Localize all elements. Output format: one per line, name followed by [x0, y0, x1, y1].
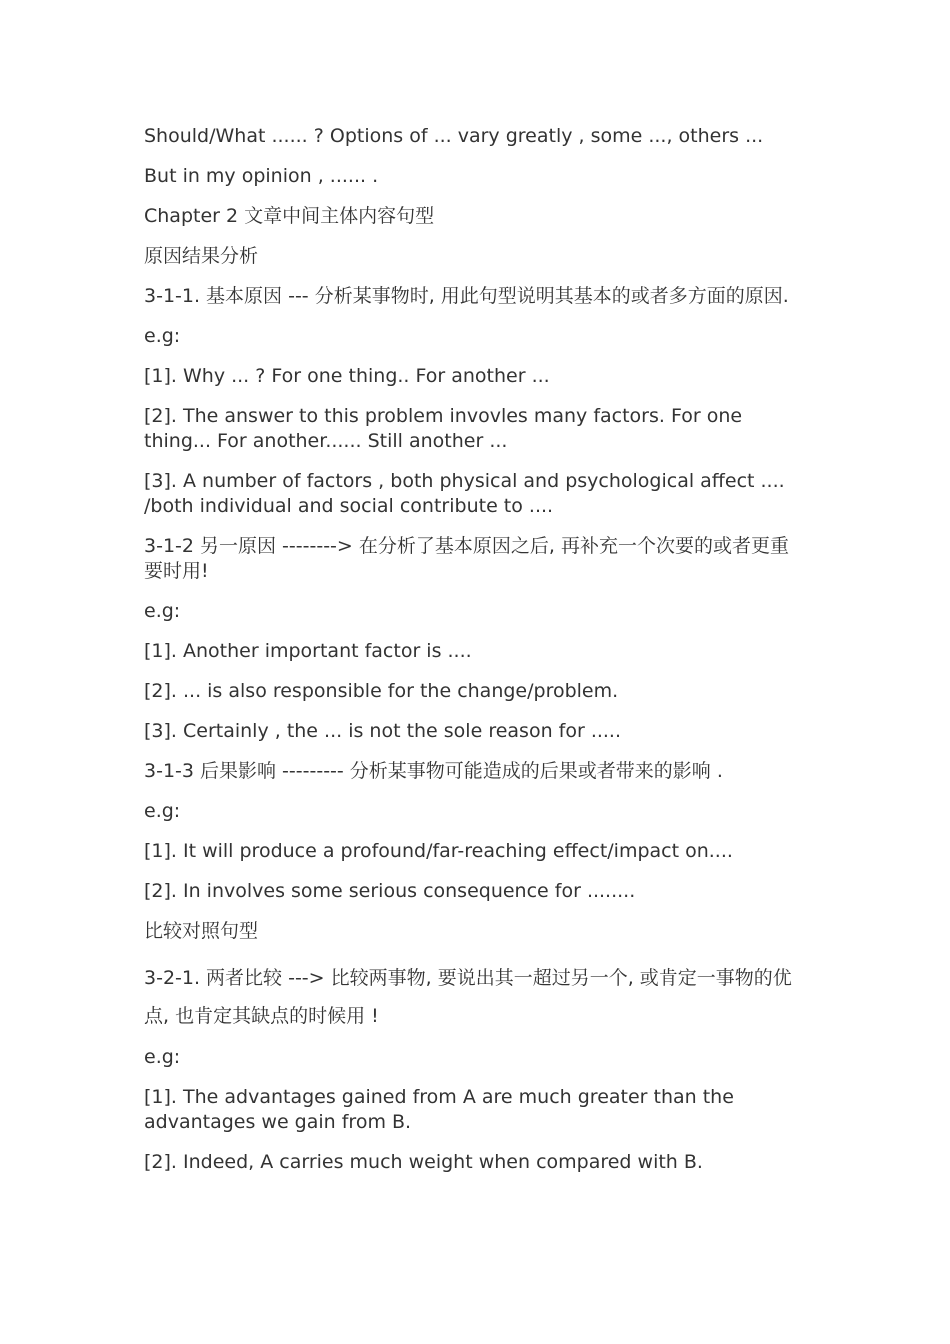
paragraph: 3-1-3 后果影响 --------- 分析某事物可能造成的后果或者带来的影响 .	[144, 760, 723, 782]
paragraph: [3]. Certainly , the ... is not the sole reason for .....	[144, 720, 622, 742]
paragraph: [1]. Another important factor is ....	[144, 640, 472, 662]
paragraph: 3-1-2 另一原因 --------> 在分析了基本原因之后, 再补充一个次要的或者更重要时用!	[144, 535, 789, 582]
paragraph: Chapter 2 文章中间主体内容句型	[144, 205, 435, 227]
paragraph: But in my opinion , ...... .	[144, 165, 379, 187]
paragraph: [1]. It will produce a profound/far-reaching effect/impact on....	[144, 840, 733, 862]
paragraph: [1]. Why ... ? For one thing.. For another ...	[144, 365, 550, 387]
paragraph: [2]. In involves some serious consequence for ........	[144, 880, 636, 902]
paragraph: e.g:	[144, 325, 181, 347]
paragraph: [2]. ... is also responsible for the change/problem.	[144, 680, 619, 702]
paragraph: 3-1-1. 基本原因 --- 分析某事物时, 用此句型说明其基本的或者多方面的原因.	[144, 285, 789, 307]
paragraph: Should/What ...... ? Options of ... vary greatly , some ..., others ...	[144, 125, 764, 147]
paragraph: e.g:	[144, 600, 181, 622]
paragraph: 原因结果分析	[144, 245, 259, 267]
paragraph: 比较对照句型	[144, 920, 259, 942]
paragraph: [2]. The answer to this problem invovles many factors. For one thing... For another...... Still another ...	[144, 405, 743, 452]
paragraph: [2]. Indeed, A carries much weight when compared with B.	[144, 1151, 703, 1173]
paragraph: e.g:	[144, 1046, 181, 1068]
paragraph: e.g:	[144, 800, 181, 822]
paragraph: [1]. The advantages gained from A are much greater than the advantages we gain from B.	[144, 1086, 734, 1133]
document-body	[144, 124, 804, 1190]
paragraph: 3-2-1. 两者比较 ---> 比较两事物, 要说出其一超过另一个, 或肯定一事物的优点, 也肯定其缺点的时候用 !	[144, 967, 792, 1027]
paragraph: [3]. A number of factors , both physical and psychological affect .... /both individual and social contribute to ....	[144, 470, 785, 517]
